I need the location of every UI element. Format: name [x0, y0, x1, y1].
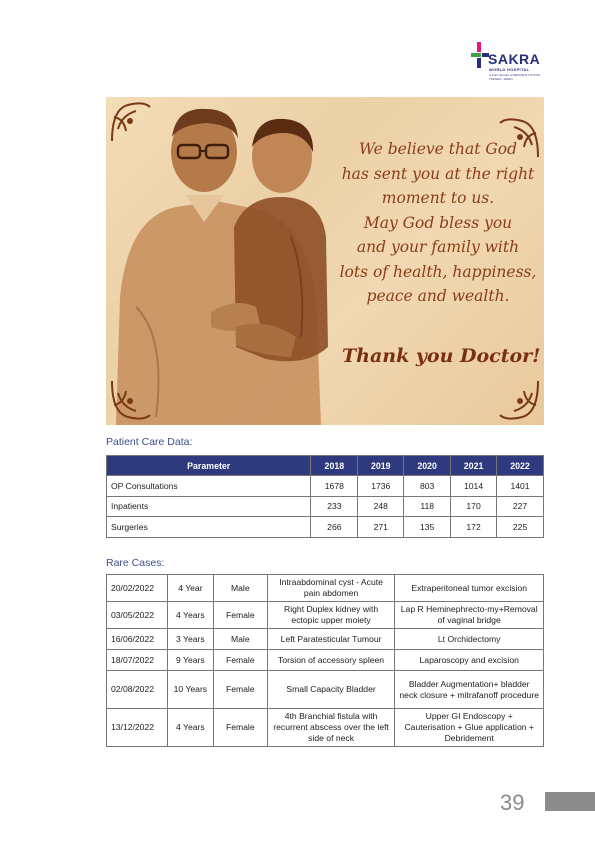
corner-ornament-icon — [496, 377, 542, 423]
table-row — [107, 629, 544, 650]
table-row — [107, 575, 544, 602]
logo-tagline: A Joint Venture of SECOM & TOYOTA TSUSHO, JAPAN — [489, 73, 540, 81]
table-cell: 225 — [497, 517, 544, 538]
rare-cases-title: Rare Cases: — [106, 557, 165, 569]
case-age: 4 Year — [167, 575, 213, 602]
case-procedure: Bladder Augmentation+ bladder neck closure + mitrafanoff procedure — [395, 671, 544, 709]
table-cell: 1014 — [451, 476, 497, 497]
corner-ornament-icon — [108, 99, 154, 145]
patient-care-table — [106, 455, 544, 538]
table-cell: 118 — [404, 496, 451, 517]
table-cell: 248 — [358, 496, 404, 517]
case-diagnosis: Intraabdominal cyst - Acute pain abdomen — [267, 575, 395, 602]
table-row — [107, 650, 544, 671]
table-row — [107, 709, 544, 747]
column-header: Parameter — [107, 456, 311, 476]
case-diagnosis: 4th Branchial fistula with recurrent abscess over the left side of neck — [267, 709, 395, 747]
table-cell: 1678 — [311, 476, 358, 497]
case-age: 10 Years — [167, 671, 213, 709]
case-age: 4 Years — [167, 602, 213, 629]
case-age: 3 Years — [167, 629, 213, 650]
quote-line: lots of health, happiness, — [339, 262, 537, 281]
patient-care-title: Patient Care Data: — [106, 436, 193, 448]
table-cell: 1401 — [497, 476, 544, 497]
column-header: 2018 — [311, 456, 358, 476]
table-row — [107, 602, 544, 629]
case-gender: Female — [213, 650, 267, 671]
thank-you-plaque-image — [106, 97, 544, 425]
column-header: 2022 — [497, 456, 544, 476]
case-age: 4 Years — [167, 709, 213, 747]
case-gender: Female — [213, 602, 267, 629]
case-diagnosis: Torsion of accessory spleen — [267, 650, 395, 671]
row-label: Inpatients — [107, 496, 311, 517]
case-procedure: Upper GI Endoscopy + Cauterisation + Glue application + Debridement — [395, 709, 544, 747]
table-cell: 170 — [451, 496, 497, 517]
quote-line: We believe that God — [358, 140, 518, 158]
case-date: 02/08/2022 — [107, 671, 168, 709]
case-date: 16/06/2022 — [107, 629, 168, 650]
corner-ornament-icon — [108, 377, 154, 423]
case-date: 13/12/2022 — [107, 709, 168, 747]
case-date: 03/05/2022 — [107, 602, 168, 629]
plaque-quote — [338, 137, 538, 309]
table-row — [107, 476, 544, 497]
quote-line: peace and wealth. — [366, 287, 510, 305]
table-cell: 233 — [311, 496, 358, 517]
case-procedure: Lt Orchidectomy — [395, 629, 544, 650]
case-gender: Male — [213, 575, 267, 602]
table-header-row — [107, 456, 544, 476]
row-label: OP Consultations — [107, 476, 311, 497]
logo-name: SAKRA — [488, 51, 541, 67]
column-header: 2019 — [358, 456, 404, 476]
table-row — [107, 517, 544, 538]
logo-subtitle: WORLD HOSPITAL — [489, 67, 530, 72]
row-label: Surgeries — [107, 517, 311, 538]
quote-line: has sent you at the right — [341, 164, 535, 183]
table-row — [107, 671, 544, 709]
case-diagnosis: Small Capacity Bladder — [267, 671, 395, 709]
hospital-logo — [470, 40, 542, 80]
page-number: 39 — [500, 790, 525, 815]
column-header: 2021 — [451, 456, 497, 476]
column-header: 2020 — [404, 456, 451, 476]
table-cell: 1736 — [358, 476, 404, 497]
case-diagnosis: Right Duplex kidney with ectopic upper moiety — [267, 602, 395, 629]
case-gender: Male — [213, 629, 267, 650]
table-cell: 227 — [497, 496, 544, 517]
table-row — [107, 496, 544, 517]
table-cell: 172 — [451, 517, 497, 538]
case-procedure: Lap R Heminephrecto-my+Removal of vaginal bridge — [395, 602, 544, 629]
quote-line: moment to us. — [381, 189, 495, 207]
plaque-signoff: Thank you Doctor! — [342, 345, 541, 367]
logo-cross-icon — [470, 40, 490, 70]
case-age: 9 Years — [167, 650, 213, 671]
case-procedure: Extraperitoneal tumor excision — [395, 575, 544, 602]
table-cell: 266 — [311, 517, 358, 538]
case-procedure: Laparoscopy and excision — [395, 650, 544, 671]
table-cell: 803 — [404, 476, 451, 497]
table-cell: 271 — [358, 517, 404, 538]
table-cell: 135 — [404, 517, 451, 538]
quote-line: and your family with — [356, 238, 520, 256]
case-diagnosis: Left Paratesticular Tumour — [267, 629, 395, 650]
page-number-bar — [545, 792, 595, 811]
case-gender: Female — [213, 709, 267, 747]
case-date: 18/07/2022 — [107, 650, 168, 671]
rare-cases-table — [106, 574, 544, 747]
case-gender: Female — [213, 671, 267, 709]
case-date: 20/02/2022 — [107, 575, 168, 602]
quote-line: May God bless you — [363, 213, 513, 232]
